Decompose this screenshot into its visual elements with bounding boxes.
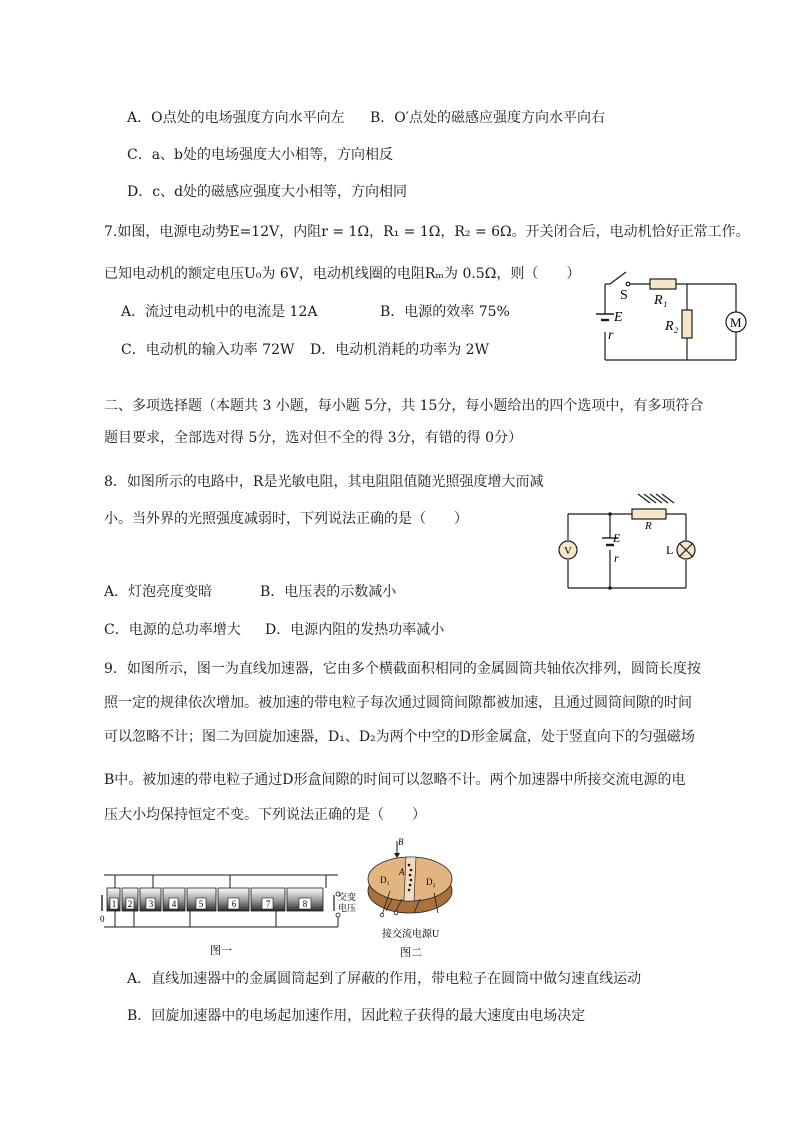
- q9-tube-4-label: 4: [171, 899, 177, 909]
- q9-stem-line5: 压大小均保持恒定不变。下列说法正确的是（ ）: [104, 807, 426, 823]
- q9-label-point-a: A: [399, 867, 405, 877]
- q7-stem-line1: 7.如图，电源电动势E=12V，内阻r = 1Ω，R₁ = 1Ω，R₂ = 6Ω。开关闭合后，电动机恰好正常工作。: [104, 224, 750, 240]
- q9-cyclotron-figure: [362, 833, 482, 963]
- q9-origin-label: 0: [100, 914, 105, 924]
- q8-stem-line1: 8．如图所示的电路中，R是光敏电阻，其电阻阻值随光照强度增大而减: [104, 474, 544, 490]
- q9-tube-6-label: 6: [231, 899, 237, 909]
- q8-circuit-diagram: [552, 490, 702, 595]
- q9-option-b: B．回旋加速器中的电场起加速作用，因此粒子获得的最大速度由电场决定: [127, 1008, 586, 1024]
- q9-option-a: A．直线加速器中的金属圆筒起到了屏蔽的作用，带电粒子在圆筒中做匀速直线运动: [127, 971, 642, 987]
- q9-stem-line4: B中。被加速的带电粒子通过D形盒间隙的时间可以忽略不计。两个加速器中所接交流电源的电: [104, 772, 686, 788]
- q6-option-b: B．O′点处的磁感应强度方向水平向右: [370, 110, 605, 126]
- q9-tube-2-label: 2: [127, 899, 133, 909]
- q9-linear-accelerator-figure: [98, 862, 356, 960]
- q8-option-d: D．电源内阻的发热功率减小: [265, 622, 445, 638]
- q7-option-d: D．电动机消耗的功率为 2W: [310, 342, 489, 358]
- section2-heading-line1: 二、多项选择题（本题共 3 小题，每小题 5分，共 15分，每小题给出的四个选项中，有多项符合: [104, 398, 704, 414]
- q7-label-emf: E: [614, 310, 623, 325]
- q9-label-d1: D₁: [380, 875, 390, 885]
- q7-label-r2: R₂: [665, 319, 679, 334]
- q7-label-internal-r: r: [608, 328, 614, 343]
- q8-option-b: B．电压表的示数减小: [260, 584, 397, 600]
- q7-label-switch: S: [620, 288, 628, 303]
- q7-option-a: A．流过电动机中的电流是 12A: [121, 304, 318, 320]
- q9-stem-line1: 9．如图所示，图一为直线加速器，它由多个横截面积相同的金属圆筒共轴依次排列，圆筒长度按: [104, 661, 701, 677]
- q8-stem-line2: 小。当外界的光照强度减弱时，下列说法正确的是（ ）: [104, 511, 468, 527]
- q9-stem-line2: 照一定的规律依次增加。被加速的带电粒子每次通过圆筒间隙都被加速，且通过圆筒间隙的时间: [104, 695, 692, 711]
- q9-ac-label-line1: 交变: [338, 892, 356, 902]
- q8-label-photoresistor: R: [645, 520, 652, 532]
- q6-option-a: A．O点处的电场强度方向水平向左: [127, 110, 345, 126]
- q9-tube-5-label: 5: [198, 899, 204, 909]
- q7-label-r1: R₁: [654, 293, 668, 308]
- q9-tube-3-label: 3: [148, 899, 154, 909]
- q7-label-motor: M: [730, 315, 742, 330]
- q8-option-a: A．灯泡亮度变暗: [104, 584, 213, 600]
- q9-tube-7-label: 7: [265, 899, 271, 909]
- q6-option-d: D．c、d处的磁感应强度大小相等，方向相同: [127, 184, 408, 200]
- section2-heading-line2: 题目要求，全部选对得 5分，选对但不全的得 3分，有错的得 0分）: [104, 430, 523, 446]
- q7-option-c: C．电动机的输入功率 72W: [121, 342, 295, 358]
- q9-tube-1-label: 1: [111, 899, 117, 909]
- q9-label-magnetic-field: B: [398, 837, 404, 847]
- q9-ac-label-line2: 电压: [338, 903, 356, 913]
- q7-option-b: B．电源的效率 75%: [380, 304, 510, 320]
- q9-label-d2: D₂: [426, 877, 436, 887]
- q9-figure1-caption: 图一: [210, 945, 232, 957]
- q8-label-voltmeter: V: [564, 545, 572, 557]
- q9-tube-8-label: 8: [302, 899, 308, 909]
- q8-option-c: C．电源的总功率增大: [104, 622, 241, 638]
- q9-figure2-caption: 图二: [400, 947, 422, 959]
- q7-circuit-diagram: [590, 262, 760, 372]
- q9-stem-line3: 可以忽略不计；图二为回旋加速器，D₁、D₂为两个中空的D形金属盒，处于竖直向下的匀强磁场: [104, 729, 695, 745]
- q8-label-lamp: L: [666, 543, 674, 557]
- q9-label-ac-source: 接交流电源U: [382, 929, 440, 940]
- q7-stem-line2: 已知电动机的额定电压U₀为 6V，电动机线圈的电阻Rₘ为 0.5Ω，则（ ）: [104, 266, 581, 282]
- q6-option-c: C．a、b处的电场强度大小相等，方向相反: [127, 147, 394, 163]
- q8-label-internal-r: r: [614, 551, 619, 565]
- q8-label-emf: E: [613, 531, 621, 545]
